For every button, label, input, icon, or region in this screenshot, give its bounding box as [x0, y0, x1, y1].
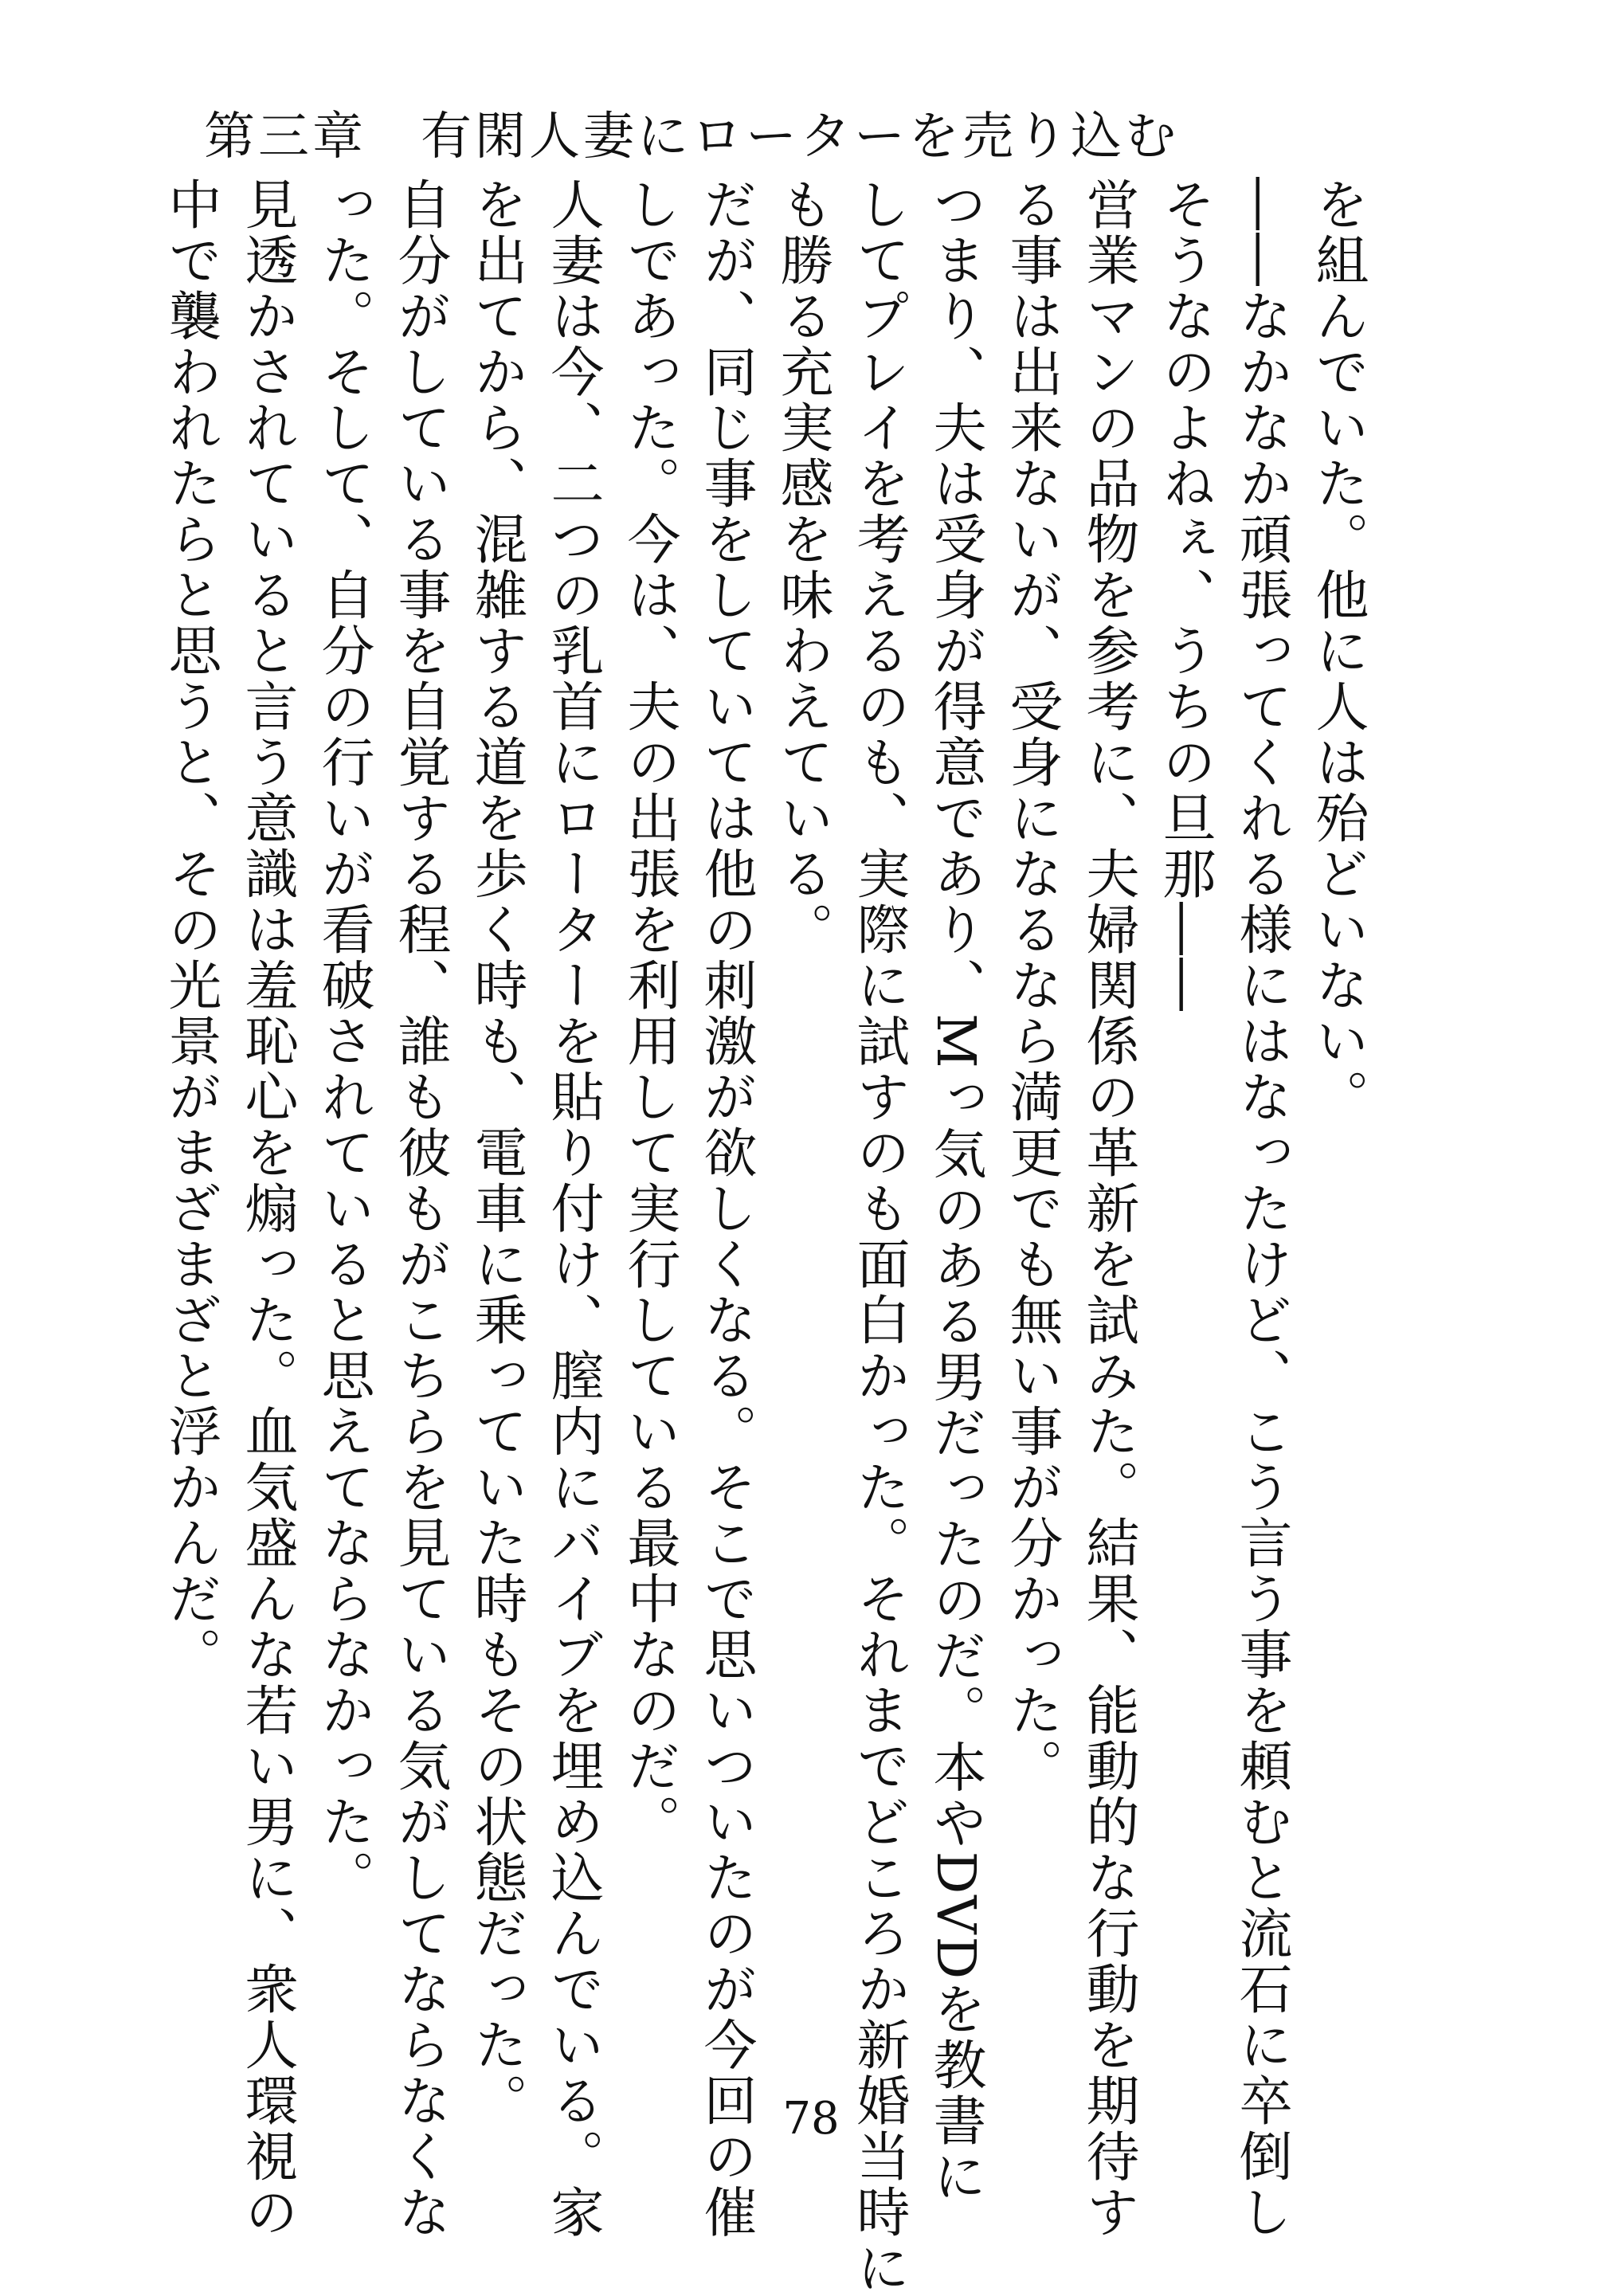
chapter-title: 第三章 有閑人妻にローターを売り込む [204, 108, 1179, 167]
text-line: を組んでいた。他に人は殆どいない。 [1307, 177, 1369, 1125]
text-line: も勝る充実感を味わえている。 [772, 177, 834, 958]
text-line: 営業マンの品物を参考に、夫婦関係の革新を試みた。結果、能動的な行動を期待す [1078, 177, 1140, 2240]
text-line: しであった。今は、夫の出張を利用して実行している最中なのだ。 [619, 177, 681, 1850]
text-line: った。そして、自分の行いが看破されていると思えてならなかった。 [313, 177, 375, 1906]
text-line: を出てから、混雑する道を歩く時も、電車に乗っていた時もその状態だった。 [466, 177, 528, 2129]
text-line: 自分がしている事を自覚する程、誰も彼もがこちらを見ている気がしてならなくな [390, 177, 452, 2240]
text-line: ――なかなか頑張ってくれる様にはなったけど、こう言う事を頼むと流石に卒倒し [1231, 177, 1293, 2240]
page-number: 78 [782, 2093, 840, 2145]
text-line: つまり、夫は受身が得意であり、Mっ気のある男だったのだ。本やDVDを教書に [925, 177, 987, 2205]
text-line: 見透かされていると言う意識は羞恥心を煽った。血気盛んな若い男に、衆人環視の [237, 177, 299, 2240]
text-line: 人妻は今、二つの乳首にローターを貼り付け、膣内にバイブを埋め込んでいる。家 [543, 177, 605, 2240]
text-line: そうなのよねぇ、うちの旦那―― [1154, 177, 1216, 1013]
text-line: る事は出来ないが、受身になるなら満更でも無い事が分かった。 [1001, 177, 1064, 1794]
text-line: してプレイを考えるのも、実際に試すのも面白かった。それまでどころか新婚当時に [848, 177, 911, 2296]
text-line: だが、同じ事をしていては他の刺激が欲しくなる。そこで思いついたのが今回の催 [695, 177, 758, 2240]
text-line: 中で襲われたらと思うと、その光景がまざまざと浮かんだ。 [160, 177, 222, 1683]
